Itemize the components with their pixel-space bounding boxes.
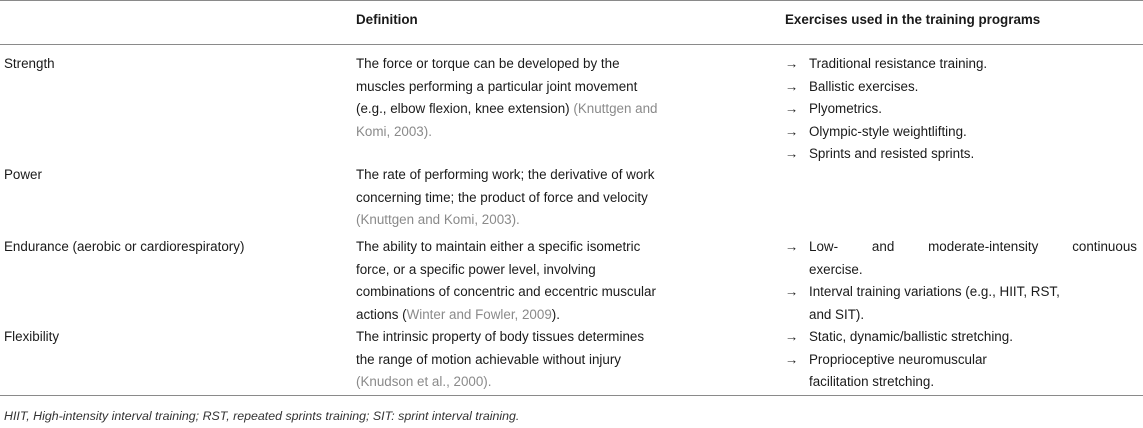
definition-line: actions (Winter and Fowler, 2009). bbox=[356, 306, 560, 322]
citation[interactable]: Komi, 2003). bbox=[356, 123, 432, 139]
row-flexibility-component: Flexibility bbox=[4, 329, 60, 344]
definition-line: the range of motion achievable without injury bbox=[356, 351, 621, 367]
arrow-right-icon: → bbox=[785, 329, 799, 344]
arrow-right-icon: → bbox=[785, 146, 799, 161]
definition-line: muscles performing a particular joint movement bbox=[356, 78, 638, 94]
definition-line: The intrinsic property of body tissues determines bbox=[356, 329, 645, 344]
exercise-item: → Ballistic exercises. bbox=[785, 76, 1141, 99]
definition-line: The ability to maintain either a specific isometric bbox=[356, 239, 641, 254]
arrow-right-icon: → bbox=[785, 101, 799, 116]
definition-line bbox=[356, 121, 756, 144]
exercise-item: → Proprioceptive neuromuscular bbox=[785, 349, 1141, 372]
row-endurance-component: Endurance (aerobic or cardiorespiratory) bbox=[4, 239, 245, 254]
exercise-item-continued: exercise. bbox=[809, 261, 863, 277]
row-endurance-exercises bbox=[785, 236, 1141, 326]
table-bottom-rule bbox=[0, 395, 1143, 396]
row-strength-exercises bbox=[785, 53, 1141, 166]
row-endurance-definition bbox=[356, 236, 756, 326]
definition-line: force, or a specific power level, involving bbox=[356, 261, 596, 277]
arrow-right-icon: → bbox=[785, 239, 799, 254]
citation[interactable]: (Knuttgen and bbox=[573, 101, 658, 116]
row-flexibility-definition bbox=[356, 326, 756, 394]
definition-line: combinations of concentric and eccentric muscular bbox=[356, 284, 656, 299]
exercise-item: → Sprints and resisted sprints. bbox=[785, 143, 1141, 166]
row-strength-component: Strength bbox=[4, 56, 55, 71]
exercise-item: → Interval training variations (e.g., HIIT, RST, bbox=[785, 281, 1141, 304]
column-header-exercises: Exercises used in the training programs bbox=[785, 12, 1041, 27]
exercise-item: → Low- and moderate-intensity continuous bbox=[785, 236, 1141, 259]
exercise-item-continued: and SIT). bbox=[809, 306, 865, 322]
exercise-item: → Plyometrics. bbox=[785, 98, 1141, 121]
exercise-item: → Static, dynamic/ballistic stretching. bbox=[785, 326, 1141, 349]
definition-line bbox=[356, 209, 756, 232]
citation[interactable]: (Knuttgen and Komi, 2003). bbox=[356, 212, 520, 227]
definition-line: The rate of performing work; the derivative of work bbox=[356, 167, 655, 182]
row-power-definition bbox=[356, 164, 756, 232]
exercise-item: → Traditional resistance training. bbox=[785, 53, 1141, 76]
exercise-item: → Olympic-style weightlifting. bbox=[785, 121, 1141, 144]
arrow-right-icon: → bbox=[785, 123, 799, 139]
citation[interactable]: Winter and Fowler, 2009 bbox=[406, 306, 552, 322]
exercise-item-continued: facilitation stretching. bbox=[809, 374, 935, 389]
row-power-component: Power bbox=[4, 167, 42, 182]
arrow-right-icon: → bbox=[785, 56, 799, 71]
arrow-right-icon: → bbox=[785, 78, 799, 94]
column-header-definition: Definition bbox=[356, 12, 418, 27]
row-flexibility-exercises bbox=[785, 326, 1141, 394]
citation[interactable]: (Knudson et al., 2000). bbox=[356, 374, 492, 389]
definition-line: The force or torque can be developed by the bbox=[356, 56, 620, 71]
row-strength-definition bbox=[356, 53, 756, 143]
definition-line: (e.g., elbow flexion, knee extension) (Knuttgen and bbox=[356, 101, 658, 116]
table-footnote: HIIT, High-intensity interval training; RST, repeated sprints training; SIT: sprint interval training. bbox=[4, 409, 520, 423]
arrow-right-icon: → bbox=[785, 351, 799, 367]
arrow-right-icon: → bbox=[785, 284, 799, 299]
table-top-rule bbox=[0, 0, 1143, 1]
definition-line bbox=[356, 371, 756, 394]
header-rule bbox=[0, 44, 1143, 45]
definition-line: concerning time; the product of force and velocity bbox=[356, 189, 648, 205]
